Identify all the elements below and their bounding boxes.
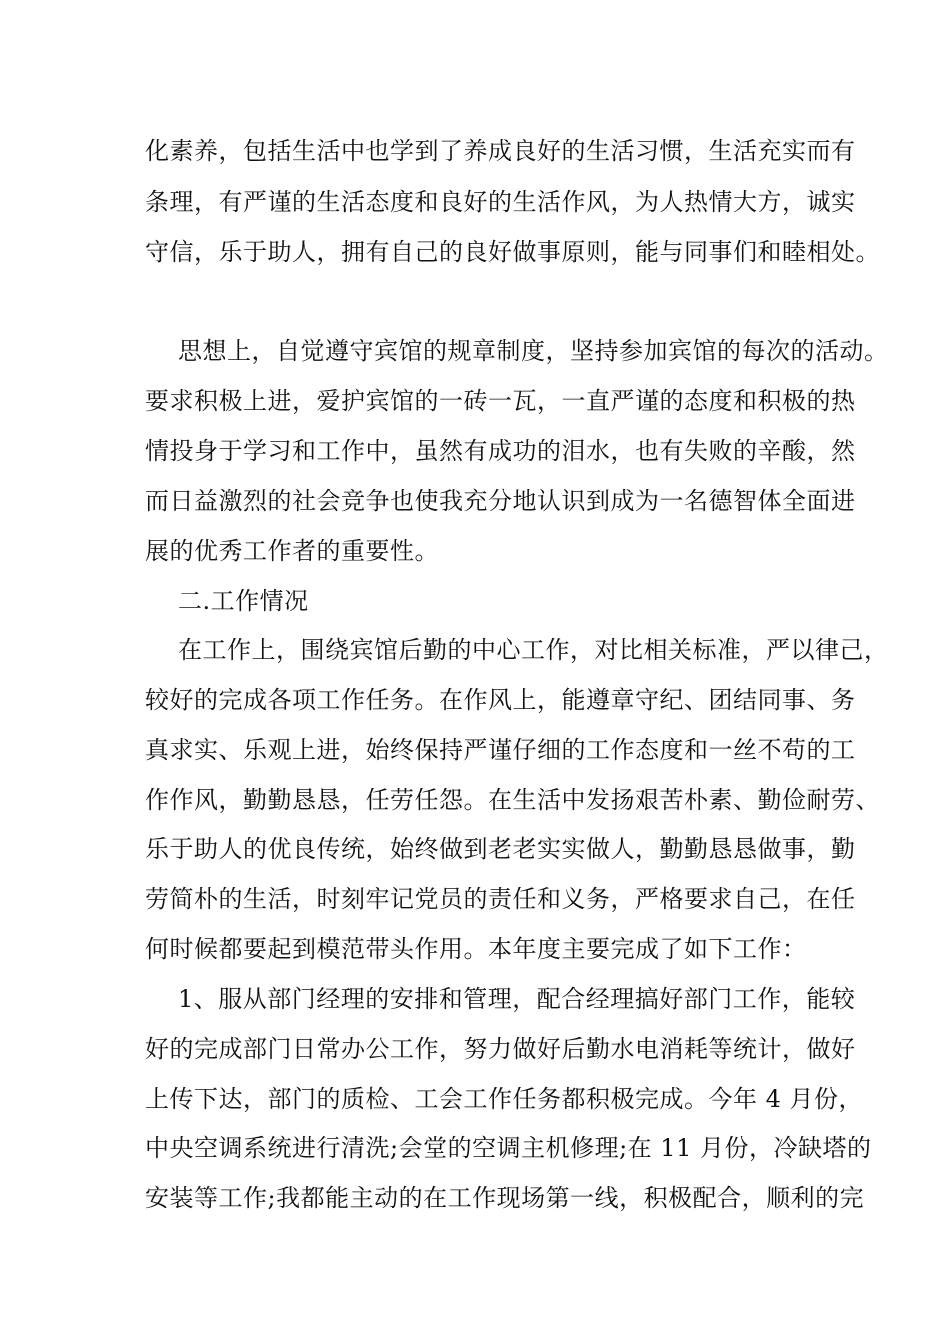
text-line: 何时候都要起到模范带头作用。本年度主要完成了如下工作：	[145, 935, 807, 963]
text-line: 而日益激烈的社会竞争也使我充分地认识到成为一名德智体全面进	[145, 487, 856, 515]
text-line: 条理，有严谨的生活态度和良好的生活作风，为人热情大方，诚实	[145, 188, 856, 216]
text-line: 化素养，包括生活中也学到了养成良好的生活习惯，生活充实而有	[145, 137, 856, 165]
text-line: 守信，乐于助人，拥有自己的良好做事原则，能与同事们和睦相处。	[145, 238, 880, 266]
text-line: 在工作上，围绕宾馆后勤的中心工作，对比相关标准，严以律己，	[178, 636, 889, 664]
text-line: 展的优秀工作者的重要性。	[145, 537, 439, 565]
text-line: 情投身于学习和工作中，虽然有成功的泪水，也有失败的辛酸，然	[145, 437, 856, 465]
text-line: 乐于助人的优良传统，始终做到老老实实做人，勤勤恳恳做事，勤	[145, 835, 856, 863]
text-line: 较好的完成各项工作任务。在作风上，能遵章守纪、团结同事、务	[145, 686, 856, 714]
section-heading: 二.工作情况	[178, 587, 309, 615]
text-line: 作作风，勤勤恳恳，任劳任怨。在生活中发扬艰苦朴素、勤俭耐劳、	[145, 786, 880, 814]
text-line: 劳简朴的生活，时刻牢记党员的责任和义务，严格要求自己，在任	[145, 885, 856, 913]
text-line: 1、服从部门经理的安排和管理，配合经理搞好部门工作，能较	[178, 985, 856, 1013]
text-line: 中央空调系统进行清洗;会堂的空调主机修理;在 11 月份，冷缺塔的	[145, 1134, 872, 1162]
text-line: 要求积极上进，爱护宾馆的一砖一瓦，一直严谨的态度和积极的热	[145, 387, 856, 415]
text-line: 上传下达，部门的质检、工会工作任务都积极完成。今年 4 月份，	[145, 1085, 864, 1113]
text-line: 真求实、乐观上进，始终保持严谨仔细的工作态度和一丝不苟的工	[145, 736, 856, 764]
text-line: 好的完成部门日常办公工作，努力做好后勤水电消耗等统计，做好	[145, 1035, 856, 1063]
text-line: 思想上，自觉遵守宾馆的规章制度，坚持参加宾馆的每次的活动。	[178, 337, 889, 365]
text-line: 安装等工作;我都能主动的在工作现场第一线，积极配合，顺利的完	[145, 1184, 865, 1212]
